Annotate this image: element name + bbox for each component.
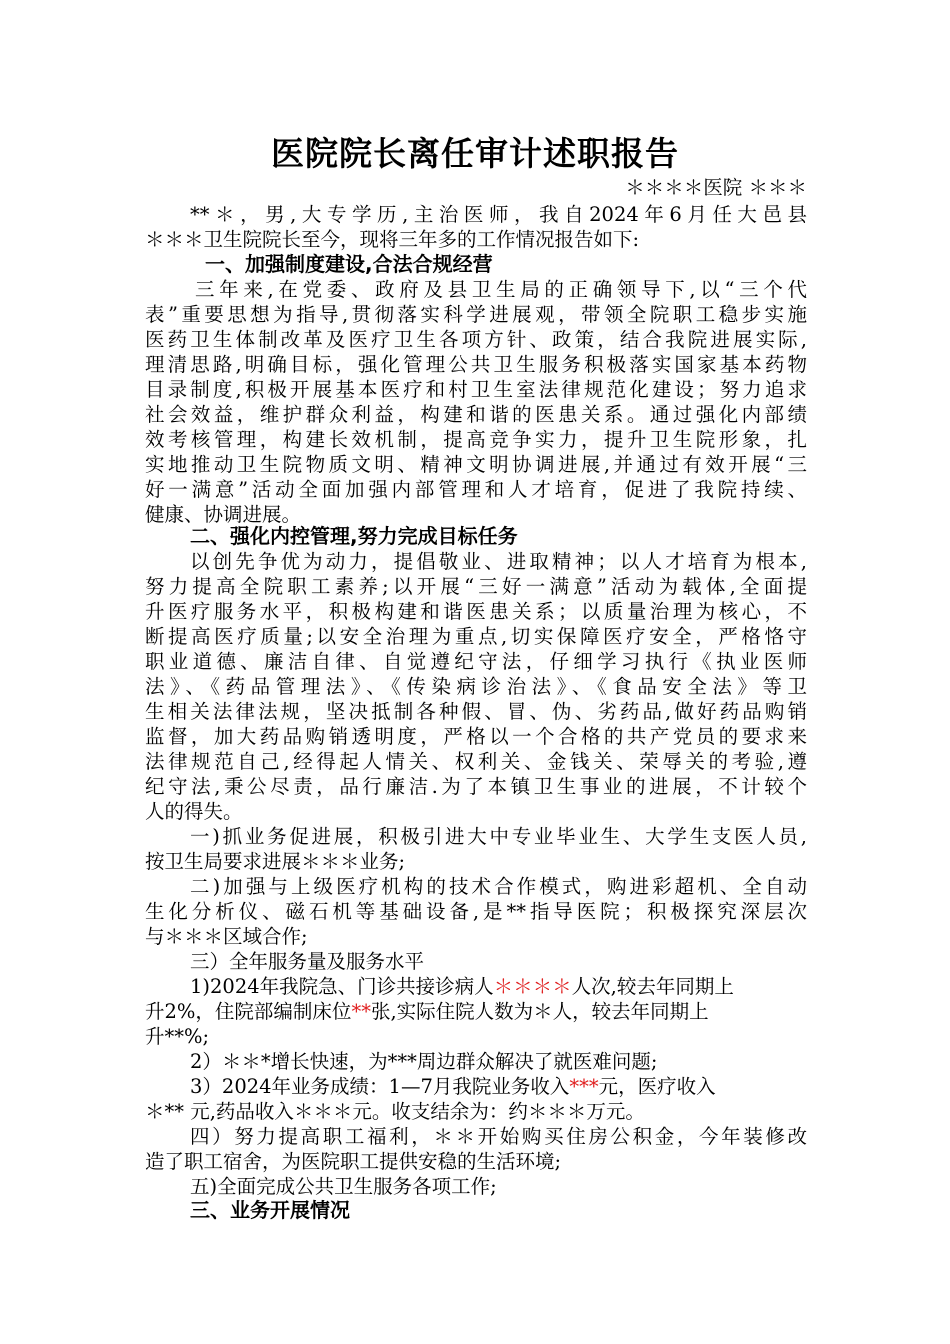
paragraph-line: 社会效益，维护群众利益，构建和谐的医患关系。通过强化内部绩	[145, 403, 807, 426]
paragraph-line: 理清思路,明确目标，强化管理公共卫生服务积极落实国家基本药物	[145, 353, 807, 376]
subsection-line: 与＊＊＊区域合作;	[145, 925, 308, 948]
subsection-line: 五)全面完成公共卫生服务各项工作;	[190, 1175, 497, 1198]
item-text: 升2%，住院部编制床位	[145, 1000, 352, 1023]
paragraph-line: 健康、协调进展。	[145, 503, 302, 526]
item-line	[145, 999, 807, 1024]
subsection-line: 三）全年服务量及服务水平	[190, 950, 425, 973]
item-text: 1)2024年我院急、门诊共接诊病人	[190, 975, 494, 998]
item-text: 张,实际住院人数为＊人，较去年同期上	[370, 1000, 709, 1023]
item-line: 2）＊＊*增长快速，为***周边群众解决了就医难问题;	[190, 1050, 658, 1073]
paragraph-line: 监督，加大药品购销透明度，严格以一个合格的共产党员的要求来	[145, 725, 807, 748]
intro-line: **＊，男,大专学历,主治医师，我自2024年6月任大邑县	[190, 203, 807, 226]
highlighted-value: ***	[569, 1075, 599, 1098]
paragraph-line: 法》、《药品管理法》、《传染病诊治法》、《食品安全法》等卫	[145, 675, 807, 698]
author-line: ＊＊＊＊医院 ＊＊＊	[625, 176, 807, 199]
subsection-line: 生化分析仪、磁石机等基础设备,是**指导医院；积极探究深层次	[145, 900, 807, 923]
paragraph-line: 以创先争优为动力，提倡敬业、进取精神；以人才培育为根本,	[190, 550, 807, 573]
subsection-line: 二)加强与上级医疗机构的技术合作模式，购进彩超机、全自动	[190, 875, 807, 898]
subsection-line: 造了职工宿舍，为医院职工提供安稳的生活环境;	[145, 1150, 562, 1173]
section-heading: 二、强化内控管理,努力完成目标任务	[190, 524, 518, 548]
subsection-line: 一)抓业务促进展，积极引进大中专业毕业生、大学生支医人员,	[190, 825, 807, 848]
section-heading: 一、加强制度建设,合法合规经营	[205, 252, 493, 276]
subsection-line: 按卫生局要求进展＊＊＊业务;	[145, 850, 406, 873]
paragraph-line: 实地推动卫生院物质文明、精神文明协调进展,并通过有效开展“三	[145, 453, 807, 476]
paragraph-line: 医药卫生体制改革及医疗卫生各项方针、政策，结合我院进展实际,	[145, 328, 807, 351]
paragraph-line: 生相关法律法规，坚决抵制各种假、冒、伪、劣药品,做好药品购销	[145, 700, 807, 723]
highlighted-value: **	[351, 1000, 371, 1023]
item-text: 人次,较去年同期上	[571, 975, 734, 998]
paragraph-line: 人的得失。	[145, 800, 243, 823]
paragraph-line: 好一满意”活动全面加强内部管理和人才培育，促进了我院持续、	[145, 478, 807, 501]
paragraph-line: 效考核管理，构建长效机制，提高竞争实力，提升卫生院形象，扎	[145, 428, 807, 451]
item-line	[190, 974, 807, 999]
paragraph-line: 表”重要思想为指导,贯彻落实科学进展观，带领全院职工稳步实施	[145, 303, 807, 326]
paragraph-line: 三年来,在党委、政府及县卫生局的正确领导下,以“三个代	[195, 278, 807, 301]
item-text: 3）2024年业务成绩：1—7月我院业务收入	[190, 1075, 570, 1098]
section-heading: 三、业务开展情况	[190, 1198, 350, 1222]
paragraph-line: 升医疗服务水平，积极构建和谐医患关系；以质量治理为核心，不	[145, 600, 807, 623]
document-title: 医院院长离任审计述职报告	[271, 134, 679, 173]
paragraph-line: 目录制度,积极开展基本医疗和村卫生室法律规范化建设；努力追求	[145, 378, 807, 401]
paragraph-line: 法律规范自己,经得起人情关、权利关、金钱关、荣辱关的考验,遵	[145, 750, 807, 773]
paragraph-line: 纪守法,秉公尽责，品行廉洁.为了本镇卫生事业的进展，不计较个	[145, 775, 807, 798]
item-text: 元，医疗收入	[598, 1075, 716, 1098]
paragraph-line: 努力提高全院职工素养;以开展“三好一满意”活动为载体,全面提	[145, 575, 807, 598]
item-line	[190, 1074, 807, 1099]
item-line: 升**%;	[145, 1025, 210, 1048]
subsection-line: 四）努力提高职工福利，＊＊开始购买住房公积金，今年装修改	[190, 1125, 807, 1148]
paragraph-line: 职业道德、廉洁自律、自觉遵纪守法，仔细学习执行《执业医师	[145, 650, 807, 673]
intro-line: ＊＊＊卫生院院长至今，现将三年多的工作情况报告如下:	[145, 228, 640, 251]
paragraph-line: 断提高医疗质量;以安全治理为重点,切实保障医疗安全，严格恪守	[145, 625, 807, 648]
highlighted-value: ＊＊＊＊	[493, 975, 572, 998]
item-line: ＊** 元,药品收入＊＊＊元。收支结余为：约＊＊＊万元。	[145, 1100, 645, 1123]
